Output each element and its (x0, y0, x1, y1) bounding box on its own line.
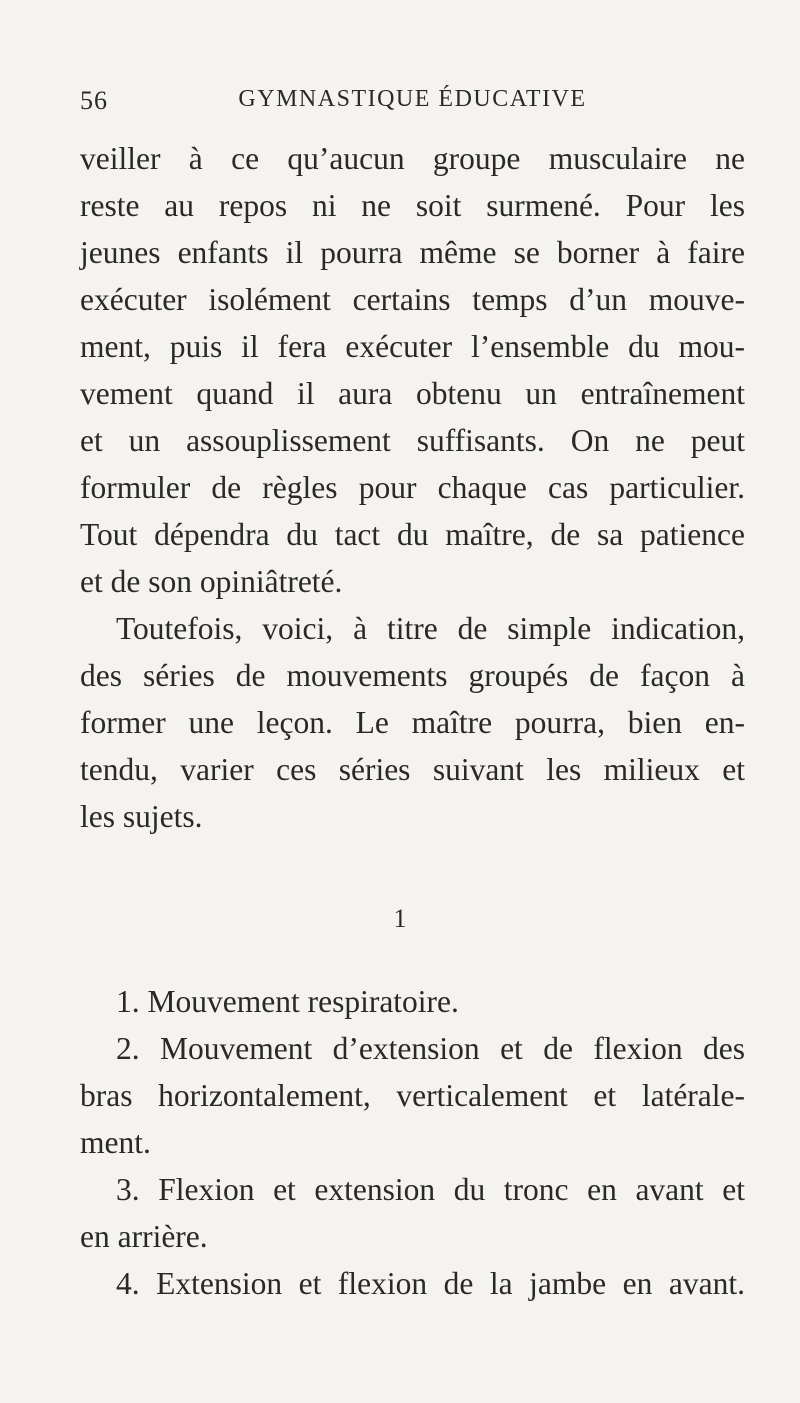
list-item: 4. Extension et flexion de la jambe en avant. (116, 1266, 745, 1301)
text-line: exécuter isolément certains temps d’un mouve- (80, 282, 745, 317)
text-line: former une leçon. Le maître pourra, bien en- (80, 705, 745, 740)
text-line: veiller à ce qu’aucun groupe musculaire ne (80, 141, 745, 176)
text-line: ment, puis il fera exécuter l’ensemble du mou- (80, 329, 745, 364)
text-line: jeunes enfants il pourra même se borner à faire (80, 235, 745, 270)
list-item: 3. Flexion et extension du tronc en avant et (116, 1172, 745, 1207)
text-line: des séries de mouvements groupés de façon à (80, 658, 745, 693)
text-line: Toutefois, voici, à titre de simple indication, (116, 611, 745, 646)
page-number: 56 (80, 86, 108, 115)
running-title: GYMNASTIQUE ÉDUCATIVE (238, 86, 587, 112)
text-line: vement quand il aura obtenu un entraînement (80, 376, 745, 411)
list-item-continuation: bras horizontalement, verticalement et latérale- (80, 1078, 745, 1113)
text-line: les sujets. (80, 799, 203, 834)
list-item-continuation: en arrière. (80, 1219, 208, 1254)
text-line: tendu, varier ces séries suivant les milieux et (80, 752, 745, 787)
list-item: 2. Mouvement d’extension et de flexion des (116, 1031, 745, 1066)
text-line: et un assouplissement suffisants. On ne peut (80, 423, 745, 458)
list-item-continuation: ment. (80, 1125, 151, 1160)
section-number: 1 (393, 904, 407, 933)
text-line: formuler de règles pour chaque cas particulier. (80, 470, 745, 505)
text-line: reste au repos ni ne soit surmené. Pour les (80, 188, 745, 223)
text-line: et de son opiniâtreté. (80, 564, 343, 599)
list-item: 1. Mouvement respiratoire. (116, 984, 459, 1019)
page-header (80, 86, 745, 126)
text-line: Tout dépendra du tact du maître, de sa patience (80, 517, 745, 552)
